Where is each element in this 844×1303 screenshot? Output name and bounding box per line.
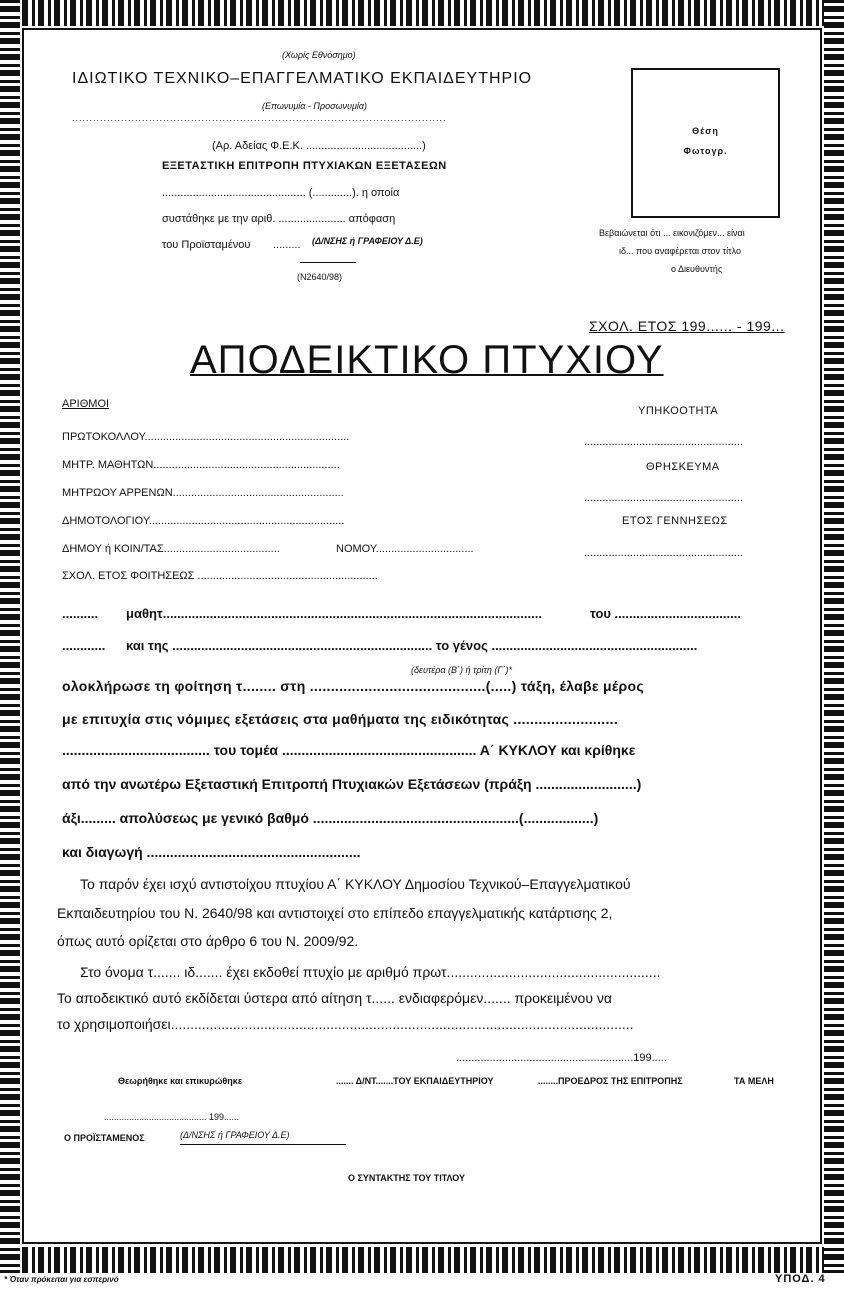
paragraph-4[interactable]: Στο όνομα τ....... ιδ....... έχει εκδοθεί πτυχίο με αριθμό πρωτ....................................................... [80, 964, 661, 980]
body-line-2a[interactable]: ............ [62, 638, 106, 653]
paragraph-2: Εκπαιδευτηρίου του Ν. 2640/98 και αντιστοιχεί στο επίπεδο επαγγελματικής κατάρτισης 2, [57, 905, 613, 921]
numbers-heading: ΑΡΙΘΜΟΙ [62, 398, 110, 410]
citizenship-field[interactable]: .................................................... [584, 436, 743, 448]
municipality-field[interactable]: ΔΗΜΟΥ ή ΚΟΙΝ/ΤΑΣ...................................... [62, 543, 280, 555]
body-line-7[interactable]: άξι......... απολύσεως με γενικό βαθμό .....................................................(..................) [62, 810, 599, 826]
meander-border-right [824, 0, 844, 1273]
committee-decision-field[interactable]: συστάθηκε με την αριθ. ...................... απόφαση [162, 213, 396, 225]
student-register-field[interactable]: ΜΗΤΡ. ΜΑΘΗΤΩΝ............................................................. [62, 459, 340, 471]
prefecture-field[interactable]: ΝΟΜΟΥ................................ [336, 543, 474, 555]
photo-caption-2: ιδ... που αναφέρεται στον τίτλο [619, 246, 742, 256]
attendance-year-field[interactable]: ΣΧΟΛ. ΕΤΟΣ ΦΟΙΤΗΣΕΩΣ ........................................................... [62, 570, 378, 582]
head-label: Ο ΠΡΟΪΣΤΑΜΕΝΟΣ [64, 1133, 145, 1143]
no-emblem-note: (Χωρίς Εθνόσημο) [282, 50, 356, 60]
members-signature[interactable]: ΤΑ ΜΕΛΗ [734, 1076, 774, 1086]
head-hint: (Δ/ΝΣΗΣ ή ΓΡΑΦΕΙΟΥ Δ.Ε) [180, 1130, 290, 1140]
photo-caption-1: Βεβαιώνεται ότι ... εικονιζόμεν... είναι [599, 228, 745, 238]
municipal-register-field[interactable]: ΔΗΜΟΤΟΛΟΓΙΟΥ................................................................ [62, 515, 345, 527]
head-of-office-hint: (Δ/ΝΣΗΣ ή ΓΡΑΦΕΙΟΥ Δ.Ε) [312, 236, 423, 246]
meander-border-left [0, 0, 20, 1273]
body-line-8[interactable]: και διαγωγή ....................................................... [62, 844, 361, 860]
male-register-field[interactable]: ΜΗΤΡΩΟΥ ΑΡΡΕΝΩΝ........................................................ [62, 487, 344, 499]
body-line-5[interactable]: ...................................... του τομέα .................................................. Α΄ ΚΥΚΛΟΥ και κρίθηκε [62, 742, 636, 758]
approved-label: Θεωρήθηκε και επικυρώθηκε [118, 1076, 243, 1086]
student-name-field[interactable]: μαθητ......................................................................................................... [126, 606, 542, 621]
religion-field[interactable]: .................................................... [584, 492, 743, 504]
school-type: ΙΔΙΩΤΙΚΟ ΤΕΧΝΙΚΟ–ΕΠΑΓΓΕΛΜΑΤΙΚΟ ΕΚΠΑΙΔΕΥΤΗΡΙΟ [72, 70, 533, 87]
photo-placeholder[interactable] [631, 68, 780, 218]
photo-label-1: Θέση [692, 126, 719, 136]
license-field[interactable]: (Αρ. Αδείας Φ.Ε.Κ. ......................................) [212, 140, 426, 152]
meander-border-top [0, 0, 844, 26]
director-signature[interactable]: ....... Δ/ΝΤ.......ΤΟΥ ΕΚΠΑΙΔΕΥΤΗΡΙΟΥ [336, 1076, 494, 1086]
father-name-field[interactable]: του ................................... [590, 606, 741, 621]
school-year-field[interactable]: ΣΧΟΛ. ΕΤΟΣ 199...... - 199... [589, 318, 785, 334]
approval-date-field[interactable]: ......................................... 199...... [104, 1112, 240, 1122]
body-line-3[interactable]: ολοκλήρωσε τη φοίτηση τ........ στη ..........................................(.....) τάξη, έλαβε μέρος [62, 678, 644, 694]
birth-year-field[interactable]: .................................................... [584, 547, 743, 559]
body-line-4[interactable]: με επιτυχία στις νόμιμες εξετάσεις στα μαθήματα της ειδικότητας ......................... [62, 711, 619, 727]
evening-school-note: * Όταν πρόκειται για εσπερινό [4, 1275, 119, 1284]
chair-signature[interactable]: ........ΠΡΟΕΔΡΟΣ ΤΗΣ ΕΠΙΤΡΟΠΗΣ [538, 1076, 683, 1086]
form-code: ΥΠΟΔ. 4 [775, 1273, 826, 1285]
committee-line-a[interactable]: ............................................... (.............). η οποία [162, 187, 400, 199]
paragraph-1: Το παρόν έχει ισχύ αντιστοίχου πτυχίου Α΄ ΚΥΚΛΟΥ Δημοσίου Τεχνικού–Επαγγελματικού [80, 876, 631, 892]
religion-label: ΘΡΗΣΚΕΥΜΑ [646, 461, 720, 473]
issue-date-field[interactable]: ..........................................................199..... [456, 1052, 667, 1064]
drafter-signature[interactable]: Ο ΣΥΝΤΑΚΤΗΣ ΤΟΥ ΤΙΤΛΟΥ [348, 1173, 466, 1183]
citizenship-label: ΥΠΗΚΟΟΤΗΤΑ [638, 405, 719, 417]
law-reference: (Ν2640/98) [297, 272, 343, 282]
photo-label-2: Φωτογρ. [683, 146, 728, 156]
committee-title: ΕΞΕΤΑΣΤΙΚΗ ΕΠΙΤΡΟΠΗ ΠΤΥΧΙΑΚΩΝ ΕΞΕΤΑΣΕΩΝ [162, 160, 447, 172]
mother-name-field[interactable]: και της ........................................................................ το γένος ......................................................... [126, 638, 698, 653]
grade-hint: (δευτέρα (Β΄) ή τρίτη (Γ΄)* [411, 665, 513, 675]
protocol-field[interactable]: ΠΡΩΤΟΚΟΛΛΟΥ................................................................... [62, 431, 350, 443]
body-line-6[interactable]: από την ανωτέρω Εξεταστική Επιτροπή Πτυχιακών Εξετάσεων (πράξη ..........................) [62, 776, 642, 792]
head-of-office-label: του Προϊσταμένου [162, 239, 251, 251]
school-name-field[interactable]: ........................................................................................................... [72, 113, 447, 123]
paragraph-6[interactable]: το χρησιμοποιήσει....................................................................................................................... [57, 1016, 634, 1032]
document-title: ΑΠΟΔΕΙΚΤΙΚΟ ΠΤΥΧΙΟΥ [190, 338, 664, 382]
paragraph-5[interactable]: Το αποδεικτικό αυτό εκδίδεται ύστερα από αίτηση τ...... ενδιαφερόμεν....... προκειμένου να [57, 990, 612, 1006]
meander-border-bottom [0, 1247, 844, 1273]
name-hint: (Επωνυμία - Προσωνυμία) [262, 101, 368, 111]
photo-caption-3: ο Διευθυντής [671, 264, 723, 274]
birth-year-label: ΕΤΟΣ ΓΕΝΝΗΣΕΩΣ [622, 515, 728, 527]
body-line-1a[interactable]: .......... [62, 606, 99, 621]
paragraph-3: όπως αυτό ορίζεται στο άρθρο 6 του Ν. 2009/92. [57, 933, 359, 949]
